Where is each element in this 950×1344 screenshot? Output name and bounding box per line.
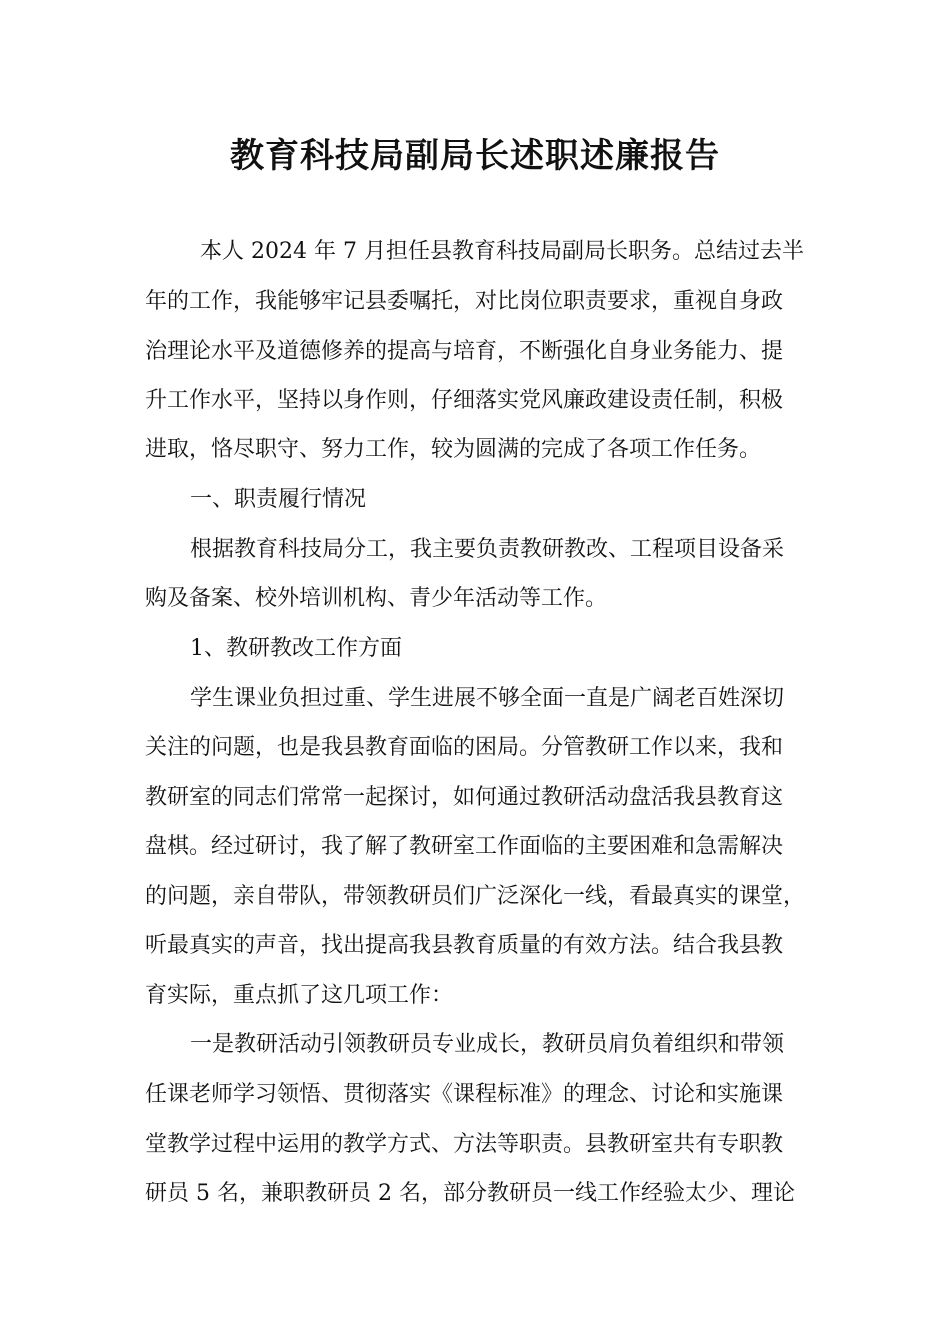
paragraph-line: 购及备案、校外培训机构、青少年活动等工作。 [145,586,608,611]
paragraph-line: 升工作水平，坚持以身作则，仔细落实党风廉政建设责任制，积极 [145,388,784,413]
paragraph-line: 本人 2024 年 7 月担任县教育科技局副局长职务。总结过去半 [200,239,804,264]
document-title: 教育科技局副局长述职述廉报告 [230,136,720,176]
paragraph-line: 关注的问题，也是我县教育面临的困局。分管教研工作以来，我和 [145,735,784,760]
paragraph-line: 育实际，重点抓了这几项工作： [145,983,454,1008]
paragraph-line: 学生课业负担过重、学生进展不够全面一直是广阔老百姓深切 [190,686,785,711]
section-heading: 一、职责履行情况 [190,487,367,512]
paragraph-line: 年的工作，我能够牢记县委嘱托，对比岗位职责要求，重视自身政 [145,289,784,314]
paragraph-line: 听最真实的声音，找出提高我县教育质量的有效方法。结合我县教 [145,933,784,958]
paragraph-line: 研员 5 名，兼职教研员 2 名，部分教研员一线工作经验太少、理论 [145,1181,795,1206]
paragraph-line: 盘棋。经过研讨，我了解了教研室工作面临的主要困难和急需解决 [145,834,784,859]
paragraph-line: 根据教育科技局分工，我主要负责教研教改、工程项目设备采 [190,537,785,562]
paragraph-line: 的问题，亲自带队，带领教研员们广泛深化一线，看最真实的课堂， [145,884,806,909]
paragraph-line: 任课老师学习领悟、贯彻落实《课程标准》的理念、讨论和实施课 [145,1082,784,1107]
paragraph-line: 治理论水平及道德修养的提高与培育，不断强化自身业务能力、提 [145,339,784,364]
paragraph-line: 堂教学过程中运用的教学方式、方法等职责。县教研室共有专职教 [145,1132,784,1157]
subsection-heading: 1、教研教改工作方面 [190,636,402,661]
paragraph-line: 一是教研活动引领教研员专业成长，教研员肩负着组织和带领 [190,1032,785,1057]
paragraph-line: 教研室的同志们常常一起探讨，如何通过教研活动盘活我县教育这 [145,785,784,810]
paragraph-line: 进取，恪尽职守、努力工作，较为圆满的完成了各项工作任务。 [145,437,762,462]
